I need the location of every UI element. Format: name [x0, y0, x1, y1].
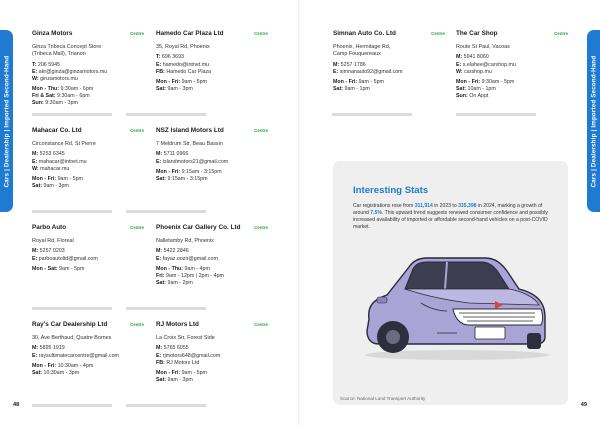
hours-line: [32, 266, 144, 273]
hours-line: [32, 370, 144, 377]
hours-line-value: On Appt: [469, 92, 489, 99]
contact-line-label: T:: [156, 54, 161, 61]
hours-line-value: 9:30am - 6pm: [57, 93, 90, 100]
contact-line-label: E:: [32, 68, 38, 75]
dealer-region: Centre: [130, 128, 144, 133]
contact-line-label: E:: [32, 352, 38, 359]
contact-line-value: islandmotors21@gmail.com: [162, 158, 229, 165]
dealer-address: [456, 44, 568, 51]
contact-line-label: M:: [32, 151, 39, 158]
hours-line-value: 9am - 3pm: [167, 376, 193, 383]
section-divider: [126, 113, 206, 116]
hours-line-label: Mon - Fri:: [156, 369, 181, 376]
stats-source: Source: National Land Transport Authority: [340, 396, 426, 401]
contact-line-label: M:: [32, 345, 39, 352]
section-side-tab: [587, 30, 600, 212]
hours-line-label: Sat:: [32, 369, 43, 376]
hours-line: [156, 169, 268, 176]
hours-line: [32, 86, 144, 93]
contact-line-label: E:: [32, 255, 38, 262]
address-line: 35, Royal Rd, Phoenix: [156, 44, 210, 50]
contact-line-value: 5257 0203: [39, 248, 65, 255]
contact-line-label: M:: [32, 248, 39, 255]
contact-line-value: mahacar.mu: [40, 165, 70, 172]
dealer-name: Ray's Car Dealership Ltd: [32, 321, 108, 328]
contact-line: [456, 54, 568, 61]
hours-line-label: Sat:: [333, 86, 344, 93]
dealer-header: [32, 127, 144, 137]
contact-line: [156, 360, 268, 367]
hours-line: [156, 370, 268, 377]
hours-line: [156, 266, 268, 273]
dealer-region: Centre: [431, 31, 445, 36]
dealer-entry: [156, 321, 268, 384]
dealer-region: Centre: [254, 31, 268, 36]
contact-line: [456, 62, 568, 69]
contact-line-value: hamedo@intnet.mu: [162, 61, 210, 68]
dealer-name: Mahacar Co. Ltd: [32, 127, 82, 134]
stats-value: 7.5%: [370, 210, 382, 216]
contact-line-label: FB:: [156, 68, 165, 75]
dealer-name: Ginza Motors: [32, 30, 73, 37]
dealer-address: [32, 335, 144, 342]
hours-line: [156, 176, 268, 183]
dealer-region: Centre: [254, 322, 268, 327]
hours-line: [32, 93, 144, 100]
dealer-address: [333, 44, 445, 59]
contact-line-value: rjmotors648@gmail.com: [162, 352, 221, 359]
hours-line-value: 9am - 1pm: [344, 86, 370, 93]
hours-line-value: 9:30am - 6pm: [60, 86, 94, 93]
contact-line-value: 5895 1919: [39, 345, 65, 352]
contact-line-value: 5253 6345: [39, 151, 65, 158]
section-divider: [32, 210, 112, 213]
dealer-header: [32, 224, 144, 234]
hours-line: [32, 100, 144, 107]
dealer-name: Phoenix Car Gallery Co. Ltd: [156, 224, 241, 231]
contact-line: [32, 69, 144, 76]
dealer-name: NSZ Island Motors Ltd: [156, 127, 224, 134]
hours-line-value: 10:30am - 3pm: [43, 369, 80, 376]
hours-line-value: 9am - 3pm: [43, 182, 69, 189]
side-tab-label: Cars | Dealership | Imported Second-Hand: [590, 55, 597, 187]
contact-line: [156, 54, 268, 61]
stats-value: 311,914: [414, 203, 433, 209]
contact-line-value: carshop.mu: [464, 68, 492, 75]
contact-line: [333, 69, 445, 76]
hours-line-label: Sat:: [156, 85, 167, 92]
hours-line-label: Mon - Fri:: [32, 362, 57, 369]
contact-line-value: parboautoltd@gmail.com: [38, 255, 98, 262]
dealer-entry: [32, 321, 144, 377]
contact-line-value: 206 5945: [37, 61, 60, 68]
dealer-header: [456, 30, 568, 40]
dealer-region: Centre: [554, 31, 568, 36]
contact-line-label: E:: [333, 68, 339, 75]
dealer-entry: [156, 30, 268, 93]
hours-line-value: 9am - 5pm: [358, 79, 384, 85]
dealer-header: [156, 224, 268, 234]
contact-line-label: E:: [156, 61, 162, 68]
contact-line-label: E:: [156, 158, 162, 165]
contact-line-value: 5765 6055: [163, 345, 189, 352]
contact-line-value: 5422 2846: [163, 248, 189, 255]
hours-line-value: 9am - 2pm: [167, 279, 193, 286]
contact-line-value: raysultimatecarcentre@gmail.com: [38, 352, 119, 359]
contact-line-value: Hamedo Car Plaza: [166, 68, 212, 75]
section-divider: [126, 210, 206, 213]
hours-line-value: 9am - 12pm | 2pm - 4pm: [166, 272, 224, 279]
dealer-header: [32, 321, 144, 331]
contact-line-label: E:: [32, 158, 38, 165]
dealer-address: [156, 238, 268, 245]
contact-line-label: M:: [156, 248, 163, 255]
dealer-entry: [32, 30, 144, 107]
dealer-entry: [156, 127, 268, 183]
contact-line: [32, 166, 144, 173]
dealer-region: Centre: [130, 225, 144, 230]
dealer-entry: [32, 224, 144, 273]
dealer-header: [156, 30, 268, 40]
contact-line-value: 5941 8060: [463, 54, 489, 61]
contact-line: [32, 353, 144, 360]
contact-line-value: ginzamotors.mu: [40, 76, 78, 82]
hours-line-value: 9am - 3pm: [167, 85, 193, 92]
hours-line-label: Sun:: [32, 100, 44, 107]
contact-line-value: s.elahee@carshop.mu: [462, 61, 516, 68]
dealer-header: [156, 321, 268, 331]
address-line: (Tribeca Mall), Trianon: [32, 51, 86, 58]
hours-line-value: 10:30am - 4pm: [57, 362, 94, 369]
address-line: Camp Fouquereaux: [333, 51, 381, 58]
stats-title: Interesting Stats: [353, 185, 429, 196]
contact-line-label: W:: [32, 76, 39, 82]
hours-line-value: 9am - 5pm: [59, 265, 85, 272]
hours-line: [333, 86, 445, 93]
contact-line-label: M:: [456, 54, 463, 61]
address-line: 30, Ave Berthaud, Quatre Bornes: [32, 335, 112, 341]
contact-line: [456, 69, 568, 76]
hours-line-label: Fri:: [156, 272, 165, 279]
contact-line: [32, 76, 144, 83]
hours-line-label: Fri & Sat:: [32, 93, 56, 100]
hours-line-value: 9:30am - 3pm: [45, 100, 78, 107]
stats-text: Car registrations rose from: [353, 203, 415, 209]
contact-line: [333, 62, 445, 69]
section-divider: [126, 404, 206, 407]
contact-line: [156, 69, 268, 76]
hours-line-label: Mon - Fri:: [333, 79, 358, 85]
dealer-address: [156, 141, 268, 148]
address-line: Royal Rd, Floreal: [32, 238, 74, 244]
dealer-address: [32, 238, 144, 245]
dealer-name: Hamedo Car Plaza Ltd: [156, 30, 224, 37]
hours-line-value: 9:30am - 5pm: [481, 78, 515, 85]
address-line: 7 Meldrum Str, Beau Bassin: [156, 141, 223, 147]
section-divider: [32, 404, 112, 407]
car-illustration-icon: [357, 245, 549, 361]
address-line: La Croix Str, Forest Side: [156, 335, 215, 341]
contact-line-label: M:: [156, 345, 163, 352]
hours-line-label: Sat:: [456, 85, 467, 92]
section-divider: [32, 113, 112, 116]
hours-line-value: 9am - 4pm: [184, 265, 210, 272]
contact-line-label: FB:: [156, 359, 165, 366]
hours-line: [456, 86, 568, 93]
contact-line: [32, 151, 144, 158]
hours-line-label: Sat:: [32, 182, 43, 189]
dealer-entry: [456, 30, 568, 100]
hours-line: [156, 86, 268, 93]
hours-line: [156, 377, 268, 384]
hours-line-value: 9am - 5pm: [181, 78, 207, 85]
hours-line-label: Mon - Sat:: [32, 265, 58, 272]
contact-line-label: M:: [156, 151, 163, 158]
dealer-entry: [156, 224, 268, 287]
hours-line-value: 9am - 5pm: [57, 175, 83, 182]
page-number: 49: [580, 402, 587, 408]
contact-line: [156, 62, 268, 69]
contact-line: [156, 151, 268, 158]
hours-line-label: Mon - Fri:: [456, 78, 481, 85]
hours-line: [32, 183, 144, 190]
contact-line-label: T:: [32, 61, 37, 68]
contact-line-value: RJ Motors Ltd: [166, 359, 200, 366]
dealer-region: Centre: [254, 128, 268, 133]
contact-line: [32, 248, 144, 255]
address-line: Circonstance Rd, St Pierre: [32, 141, 96, 147]
hours-line: [32, 176, 144, 183]
dealer-name: The Car Shop: [456, 30, 498, 37]
dealer-address: [32, 44, 144, 59]
contact-line-label: E:: [156, 255, 162, 262]
contact-line-value: akr@ginza@ginzamotors.mu: [38, 68, 108, 75]
contact-line-label: E:: [156, 352, 162, 359]
hours-line-label: Mon - Fri:: [156, 168, 181, 175]
section-divider: [456, 113, 536, 116]
stats-text: . This upward trend suggests renewed consumer confidence and possibly increased availability of imported or affordable second-hand vehicles on a post-COVID market.: [353, 210, 548, 230]
dealer-header: [333, 30, 445, 40]
contact-line: [32, 62, 144, 69]
stats-text: in 2023 to: [432, 203, 459, 209]
hours-line-label: Sat:: [156, 279, 167, 286]
hours-line-label: Mon - Fri:: [32, 175, 57, 182]
address-line: Ginza Tribeca Concept Store: [32, 44, 102, 50]
dealer-address: [32, 141, 144, 148]
contact-line-value: 696 3693: [161, 54, 184, 61]
contact-line-label: W:: [32, 165, 39, 172]
stats-value: 335,398: [458, 203, 477, 209]
hours-line: [333, 79, 445, 86]
dealer-header: [32, 30, 144, 40]
contact-line: [156, 256, 268, 263]
hours-line-value: 9:15am - 3:15pm: [167, 175, 208, 182]
hours-line: [156, 79, 268, 86]
stats-body: [353, 203, 555, 231]
section-divider: [32, 307, 112, 310]
contact-line-value: 5711 0966: [163, 151, 189, 158]
hours-line: [456, 93, 568, 100]
address-line: Phoenix, Hermitage Rd,: [333, 44, 391, 50]
contact-line: [32, 159, 144, 166]
hours-line: [456, 79, 568, 86]
section-divider: [332, 113, 412, 116]
hours-line-label: Mon - Fri:: [156, 78, 181, 85]
section-divider: [126, 307, 206, 310]
hours-line-label: Mon - Thu:: [156, 265, 184, 272]
dealer-region: Centre: [254, 225, 268, 230]
dealer-region: Centre: [130, 322, 144, 327]
contact-line: [156, 345, 268, 352]
contact-line: [32, 345, 144, 352]
hours-line-value: 9am - 5pm: [181, 369, 207, 376]
dealer-name: Simnan Auto Co. Ltd: [333, 30, 396, 37]
dealer-name: Parbo Auto: [32, 224, 67, 231]
dealer-address: [156, 44, 268, 51]
dealer-name: RJ Motors Ltd: [156, 321, 199, 328]
address-line: Route St Paul, Vacoas: [456, 44, 510, 50]
contact-line: [156, 159, 268, 166]
contact-line: [32, 256, 144, 263]
dealer-region: Centre: [130, 31, 144, 36]
hours-line-value: 9:15am - 3:15pm: [181, 168, 222, 175]
hours-line-label: Mon - Thu:: [32, 86, 60, 93]
interesting-stats-box: [333, 161, 568, 405]
contact-line: [156, 248, 268, 255]
dealer-header: [156, 127, 268, 137]
contact-line: [156, 353, 268, 360]
hours-line: [156, 280, 268, 287]
hours-line: [32, 363, 144, 370]
address-line: Nalletamby Rd, Phoenix: [156, 238, 214, 244]
side-tab-label: Cars | Dealership | Imported Second-Hand: [3, 55, 10, 187]
stats-text: in 2024, marking a growth of around: [353, 203, 543, 216]
hours-line-label: Sat:: [156, 376, 167, 383]
contact-line-value: mahacar@intnet.mu: [38, 158, 87, 165]
dealer-entry: [32, 127, 144, 190]
hours-line-label: Sun:: [456, 92, 468, 99]
contact-line-value: 5257 1786: [340, 61, 366, 68]
hours-line: [156, 273, 268, 280]
contact-line-value: fayaz.oozir@gmail.com: [162, 255, 218, 262]
hours-line-label: Sat:: [156, 175, 167, 182]
dealer-address: [156, 335, 268, 342]
contact-line-label: E:: [456, 61, 462, 68]
hours-line-value: 10am - 1pm: [467, 85, 496, 92]
contact-line-label: W:: [456, 68, 463, 75]
section-side-tab: [0, 30, 13, 212]
dealer-entry: [333, 30, 445, 93]
contact-line-value: simnanauto92@gmail.com: [339, 68, 403, 75]
contact-line-label: M:: [333, 61, 340, 68]
page-number: 48: [13, 402, 20, 408]
